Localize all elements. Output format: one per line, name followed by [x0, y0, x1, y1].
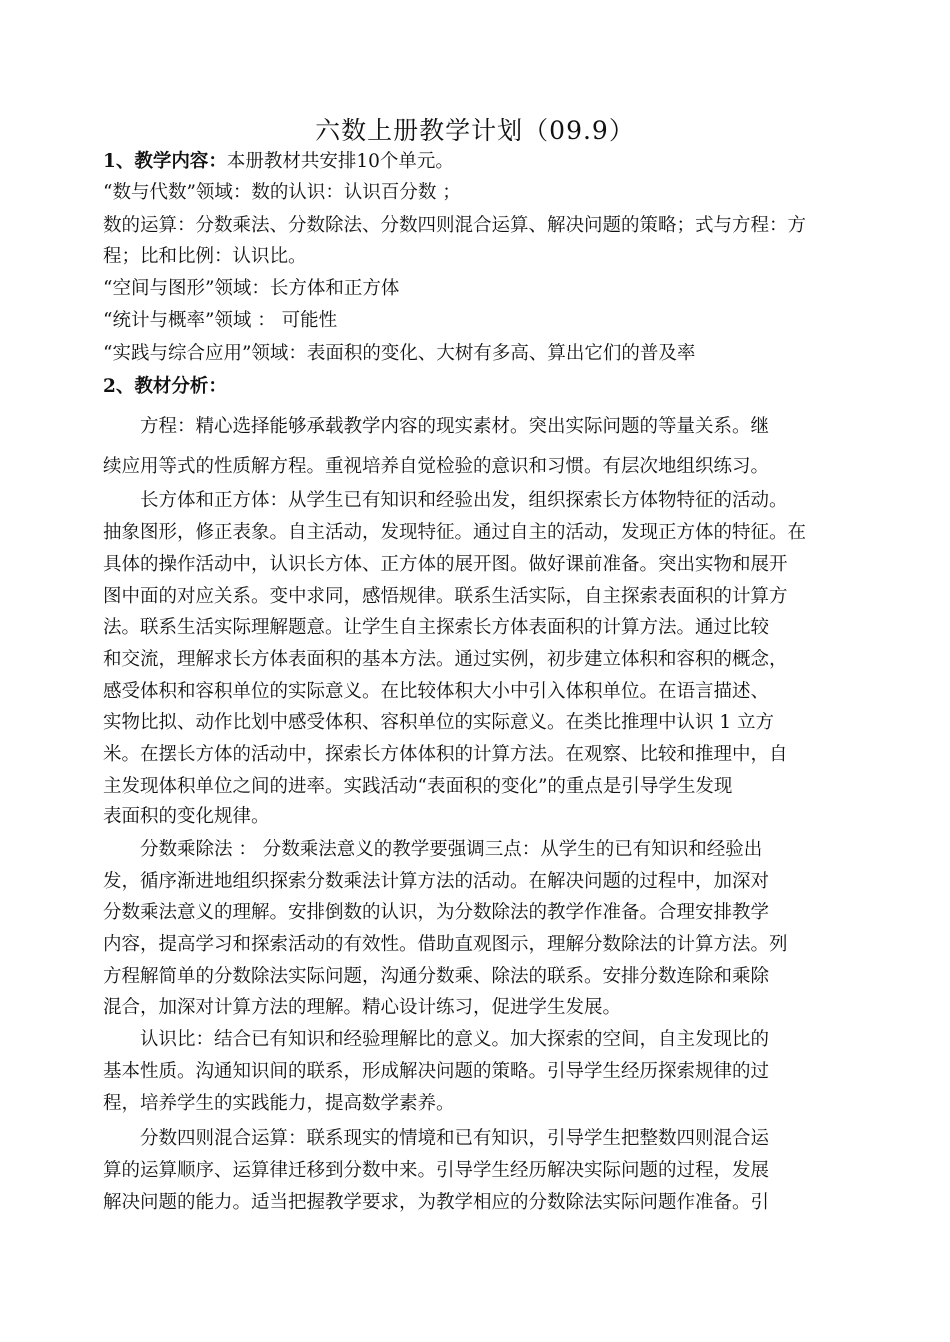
- paragraph-line: 续应用等式的性质解方程。重视培养自觉检验的意识和习惯。有层次地组织练习。: [103, 456, 770, 477]
- paragraph-line: 解决问题的能力。适当把握教学要求，为教学相应的分数除法实际问题作准备。引: [103, 1192, 770, 1213]
- content-line: “数与代数”领域：数的认识：认识百分数 ；: [103, 182, 461, 203]
- paragraph-line: 图中面的对应关系。变中求同，感悟规律。联系生活实际，自主探索表面积的计算方: [103, 586, 788, 607]
- paragraph-line: 分数乘法意义的理解。安排倒数的认识，为分数除法的教学作准备。合理安排教学: [103, 902, 770, 923]
- section-1-heading: 1、教学内容：: [103, 151, 227, 172]
- paragraph-line: 混合，加深对计算方法的理解。精心设计练习，促进学生发展。: [103, 997, 622, 1018]
- paragraph-line: 感受体积和容积单位的实际意义。在比较体积大小中引入体积单位。在语言描述、: [103, 681, 770, 702]
- paragraph-line: 内容，提高学习和探索活动的有效性。借助直观图示，理解分数除法的计算方法。列: [103, 934, 788, 955]
- document-title: 六数上册教学计划（09.9）: [315, 116, 635, 145]
- paragraph-line: 基本性质。沟通知识间的联系，形成解决问题的策略。引导学生经历探索规律的过: [103, 1061, 770, 1082]
- paragraph-line: 和交流，理解求长方体表面积的基本方法。通过实例，初步建立体积和容积的概念，: [103, 649, 788, 670]
- paragraph-line: 主发现体积单位之间的进率。实践活动“表面积的变化”的重点是引导学生发现: [103, 776, 733, 797]
- paragraph-line: 法。联系生活实际理解题意。让学生自主探索长方体表面积的计算方法。通过比较: [103, 617, 770, 638]
- section-2-heading: 2、教材分析：: [103, 376, 227, 397]
- paragraph-line: 算的运算顺序、运算律迁移到分数中来。引导学生经历解决实际问题的过程，发展: [103, 1160, 770, 1181]
- content-line: “空间与图形”领域：长方体和正方体: [103, 278, 400, 299]
- paragraph-line: 米。在摆长方体的活动中，探索长方体体积的计算方法。在观察、比较和推理中，自: [103, 744, 788, 765]
- paragraph-equation-line: 方程：精心选择能够承载教学内容的现实素材。突出实际问题的等量关系。继: [140, 416, 770, 437]
- content-line: 数的运算：分数乘法、分数除法、分数四则混合运算、解决问题的策略；式与方程：方: [103, 215, 807, 236]
- paragraph-line: 表面积的变化规律。: [103, 806, 270, 827]
- paragraph-line: 方程解简单的分数除法实际问题，沟通分数乘、除法的联系。安排分数连除和乘除: [103, 966, 770, 987]
- content-line: 程；比和比例：认识比。: [103, 246, 307, 267]
- paragraph-line: 程，培养学生的实践能力，提高数学素养。: [103, 1093, 455, 1114]
- section-1-heading-line: [103, 147, 863, 177]
- content-line: “统计与概率”领域 ： 可能性: [103, 310, 338, 331]
- paragraph-line: 实物比拟、动作比划中感受体积、容积单位的实际意义。在类比推理中认识 1 立方: [103, 712, 775, 733]
- paragraph-fraction-line: 分数乘除法 ： 分数乘法意义的教学要强调三点：从学生的已有知识和经验出: [140, 839, 763, 860]
- paragraph-cuboid-line: 长方体和正方体：从学生已有知识和经验出发，组织探索长方体物特征的活动。: [140, 490, 788, 511]
- paragraph-ratio-line: 认识比：结合已有知识和经验理解比的意义。加大探索的空间，自主发现比的: [140, 1029, 770, 1050]
- paragraph-line: 具体的操作活动中，认识长方体、正方体的展开图。做好课前准备。突出实物和展开: [103, 554, 788, 575]
- paragraph-arithmetic-line: 分数四则混合运算：联系现实的情境和已有知识，引导学生把整数四则混合运: [140, 1128, 770, 1149]
- content-line: “实践与综合应用”领域：表面积的变化、大树有多高、算出它们的普及率: [103, 343, 696, 364]
- section-1-intro: 本册教材共安排10个单元。: [226, 151, 454, 172]
- paragraph-line: 抽象图形，修正表象。自主活动，发现特征。通过自主的活动，发现正方体的特征。在: [103, 522, 807, 543]
- paragraph-line: 发，循序渐进地组织探索分数乘法计算方法的活动。在解决问题的过程中，加深对: [103, 871, 770, 892]
